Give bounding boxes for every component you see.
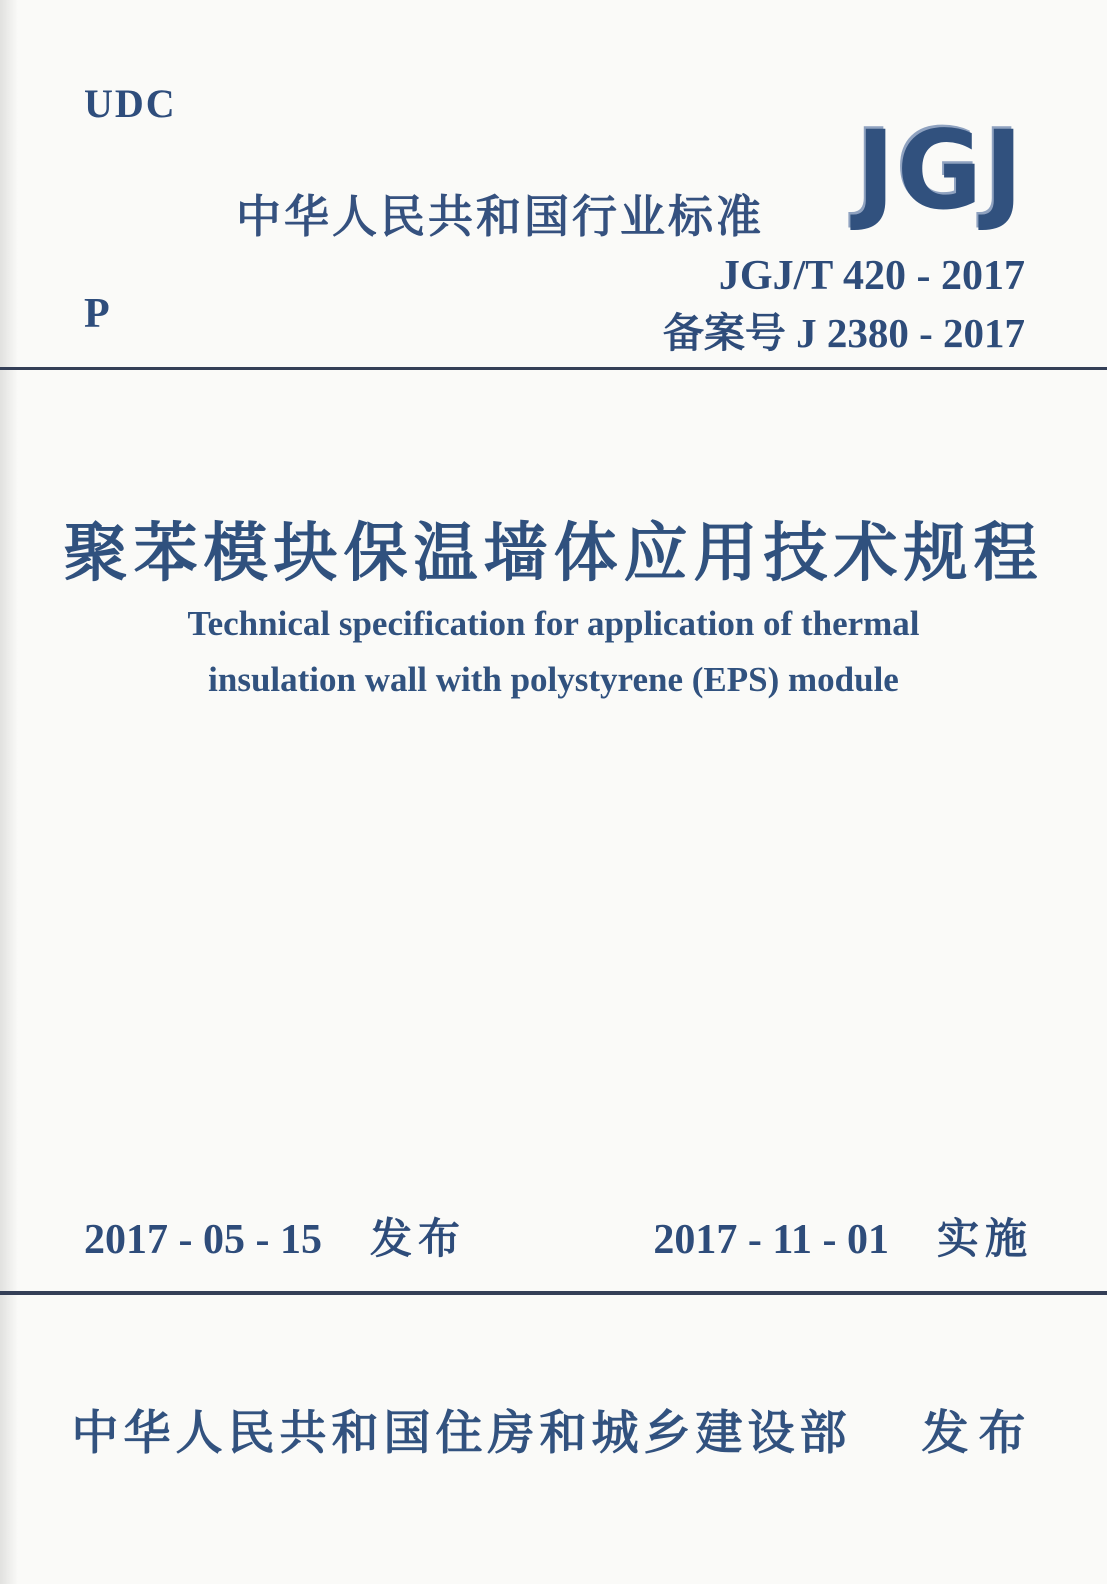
header-divider-line	[0, 367, 1107, 370]
implement-date-row	[653, 1206, 1033, 1266]
document-title-english-line1: Technical specification for application of thermal	[187, 604, 920, 643]
standard-type-heading: 中华人民共和国行业标准	[235, 191, 764, 242]
record-number: 备案号 J 2380 - 2017	[662, 310, 1025, 356]
implement-date-label: 实施	[936, 1215, 1033, 1262]
publisher-name: 中华人民共和国住房和城乡建设部	[71, 1406, 852, 1459]
classification-code: P	[84, 291, 110, 337]
issue-date-label: 发布	[369, 1215, 466, 1262]
publisher-publish-label: 发布	[921, 1406, 1036, 1459]
footer-divider-line	[0, 1291, 1107, 1295]
jgj-logo: JGJ	[856, 105, 1025, 235]
document-title-chinese: 聚苯模块保温墙体应用技术规程	[63, 518, 1044, 589]
issue-date-row	[84, 1206, 466, 1266]
implement-date: 2017 - 11 - 01	[653, 1217, 889, 1263]
publisher-row	[0, 1396, 1107, 1463]
standard-number: JGJ/T 420 - 2017	[718, 253, 1025, 299]
udc-label: UDC	[84, 81, 177, 126]
issue-date: 2017 - 05 - 15	[84, 1217, 322, 1263]
document-title-english-line2: insulation wall with polystyrene (EPS) module	[208, 660, 899, 699]
